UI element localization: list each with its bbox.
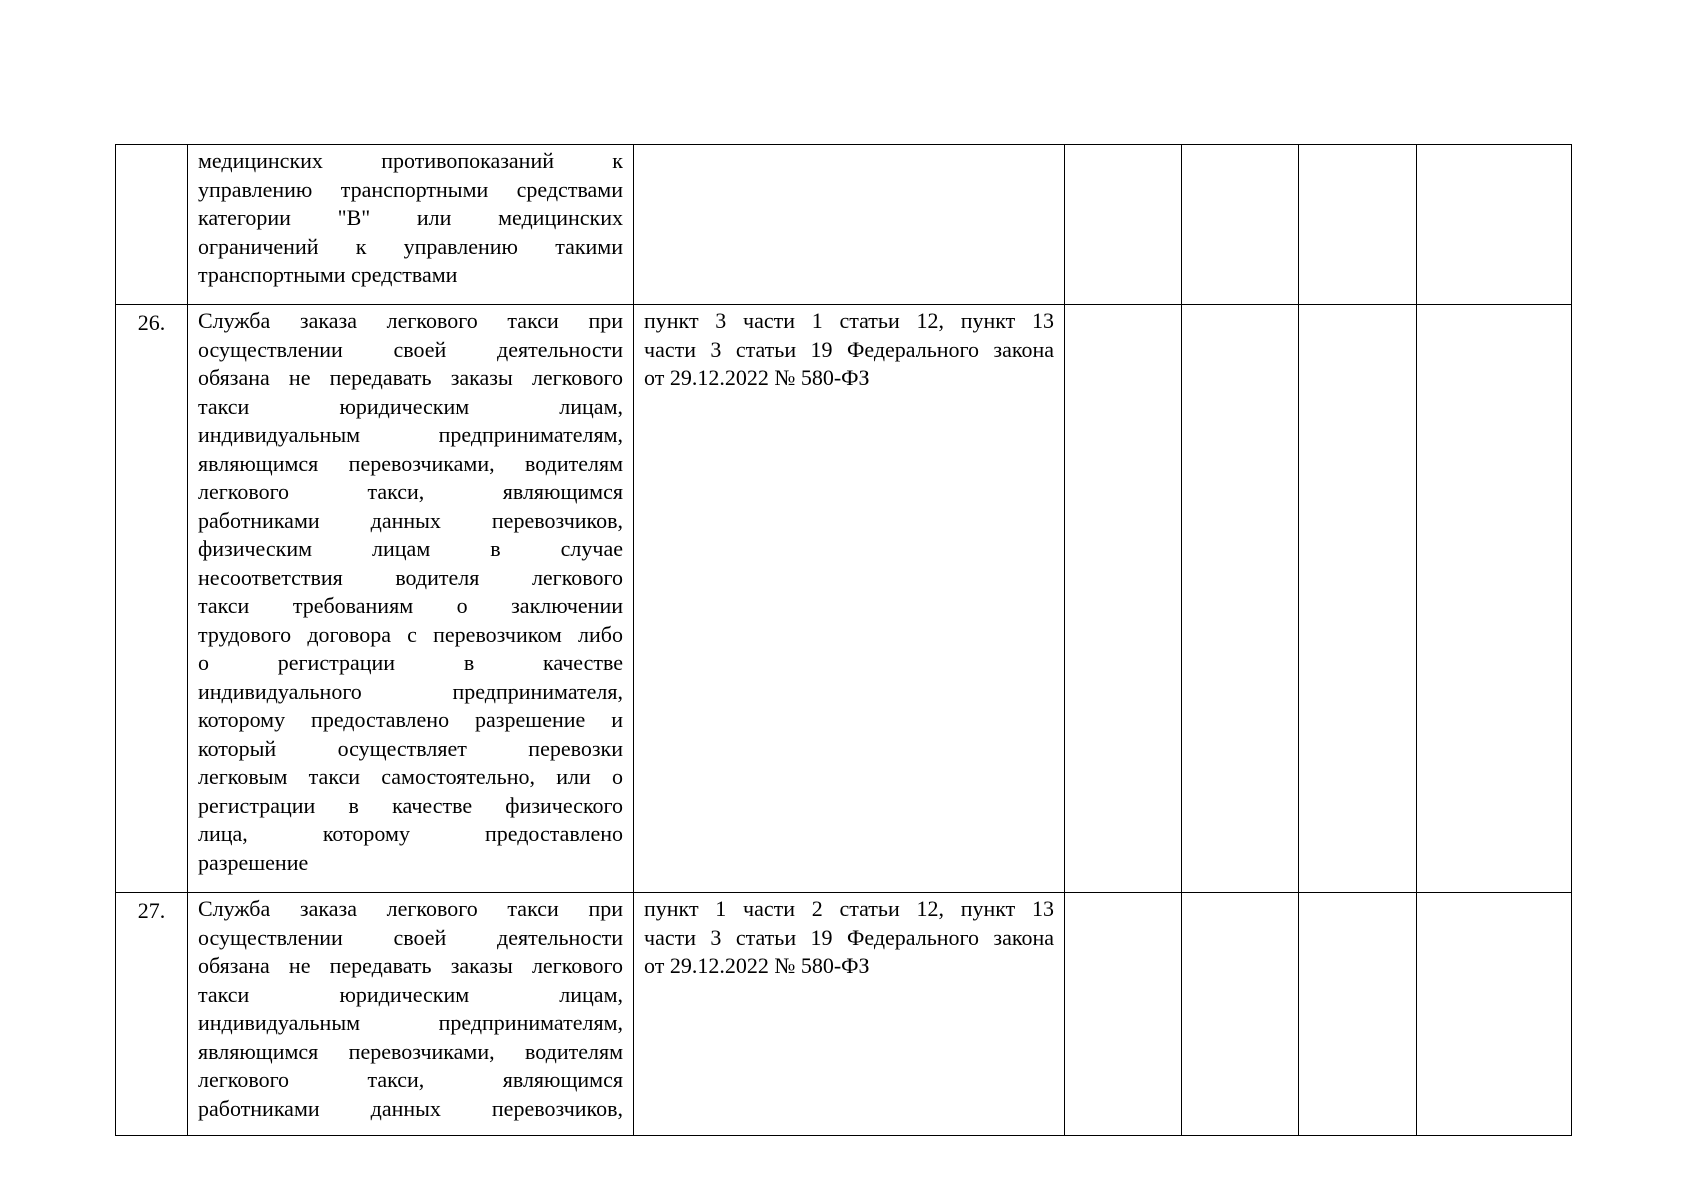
text-line: работниками данных перевозчиков, xyxy=(198,507,623,533)
text-line: от 29.12.2022 № 580-ФЗ xyxy=(644,365,870,390)
text-line: индивидуальным предпринимателям, xyxy=(198,1010,623,1035)
empty-cell xyxy=(1417,305,1572,893)
text-line: работниками данных перевозчиков, xyxy=(198,1095,623,1121)
reference-cell xyxy=(634,145,1065,305)
text-line: обязана не передавать заказы легкового xyxy=(198,365,623,390)
requirements-table xyxy=(115,144,1572,1136)
text-line: такси требованиям о заключении xyxy=(198,593,623,618)
row-number-cell: 26. xyxy=(116,305,188,893)
requirement-cell xyxy=(188,893,634,1136)
text-line: трудового договора с перевозчиком либо xyxy=(198,621,623,647)
text-line: такси юридическим лицам, xyxy=(198,393,623,419)
empty-cell xyxy=(1417,145,1572,305)
table-row xyxy=(116,893,1572,1136)
text-line: которому предоставлено разрешение и xyxy=(198,707,623,732)
text-line: пункт 1 части 2 статьи 12, пункт 13 xyxy=(644,896,1054,921)
row-number-cell: 27. xyxy=(116,893,188,1136)
empty-cell xyxy=(1182,893,1299,1136)
text-line: осуществлении своей деятельности xyxy=(198,336,623,362)
text-line: такси юридическим лицам, xyxy=(198,981,623,1007)
text-line: Служба заказа легкового такси при xyxy=(198,896,623,921)
text-line: осуществлении своей деятельности xyxy=(198,924,623,950)
text-line: разрешение xyxy=(198,849,309,875)
empty-cell xyxy=(1299,893,1417,1136)
reference-cell xyxy=(634,305,1065,893)
requirement-cell xyxy=(188,145,634,305)
reference-cell xyxy=(634,893,1065,1136)
empty-cell xyxy=(1299,145,1417,305)
text-line: индивидуальным предпринимателям, xyxy=(198,422,623,447)
text-line: медицинских противопоказаний к xyxy=(198,148,623,173)
text-line: легкового такси, являющимся xyxy=(198,479,623,504)
empty-cell xyxy=(1299,305,1417,893)
text-line: лица, которому предоставлено xyxy=(198,821,623,846)
text-line: регистрации в качестве физического xyxy=(198,792,623,818)
empty-cell xyxy=(1065,893,1182,1136)
empty-cell xyxy=(1182,305,1299,893)
empty-cell xyxy=(1065,305,1182,893)
text-line: части 3 статьи 19 Федерального закона xyxy=(644,924,1054,950)
text-line: ограничений к управлению такими xyxy=(198,233,623,259)
row-number-cell xyxy=(116,145,188,305)
text-line: несоответствия водителя легкового xyxy=(198,564,623,590)
text-line: части 3 статьи 19 Федерального закона xyxy=(644,336,1054,362)
text-line: являющимся перевозчиками, водителям xyxy=(198,1038,623,1064)
empty-cell xyxy=(1417,893,1572,1136)
text-line: управлению транспортными средствами xyxy=(198,176,623,202)
text-line: легковым такси самостоятельно, или о xyxy=(198,764,623,789)
table-row-continuation xyxy=(116,145,1572,305)
text-line: пункт 3 части 1 статьи 12, пункт 13 xyxy=(644,308,1054,333)
text-line: легкового такси, являющимся xyxy=(198,1067,623,1092)
text-line: о регистрации в качестве xyxy=(198,650,623,675)
text-line: который осуществляет перевозки xyxy=(198,735,623,761)
text-line: индивидуального предпринимателя, xyxy=(198,678,623,704)
text-line: от 29.12.2022 № 580-ФЗ xyxy=(644,953,870,978)
empty-cell xyxy=(1182,145,1299,305)
text-line: транспортными средствами xyxy=(198,262,458,287)
text-line: обязана не передавать заказы легкового xyxy=(198,953,623,978)
requirement-cell xyxy=(188,305,634,893)
text-line: физическим лицам в случае xyxy=(198,536,623,561)
text-line: категории "В" или медицинских xyxy=(198,205,623,230)
table-row xyxy=(116,305,1572,893)
empty-cell xyxy=(1065,145,1182,305)
text-line: являющимся перевозчиками, водителям xyxy=(198,450,623,476)
text-line: Служба заказа легкового такси при xyxy=(198,308,623,333)
